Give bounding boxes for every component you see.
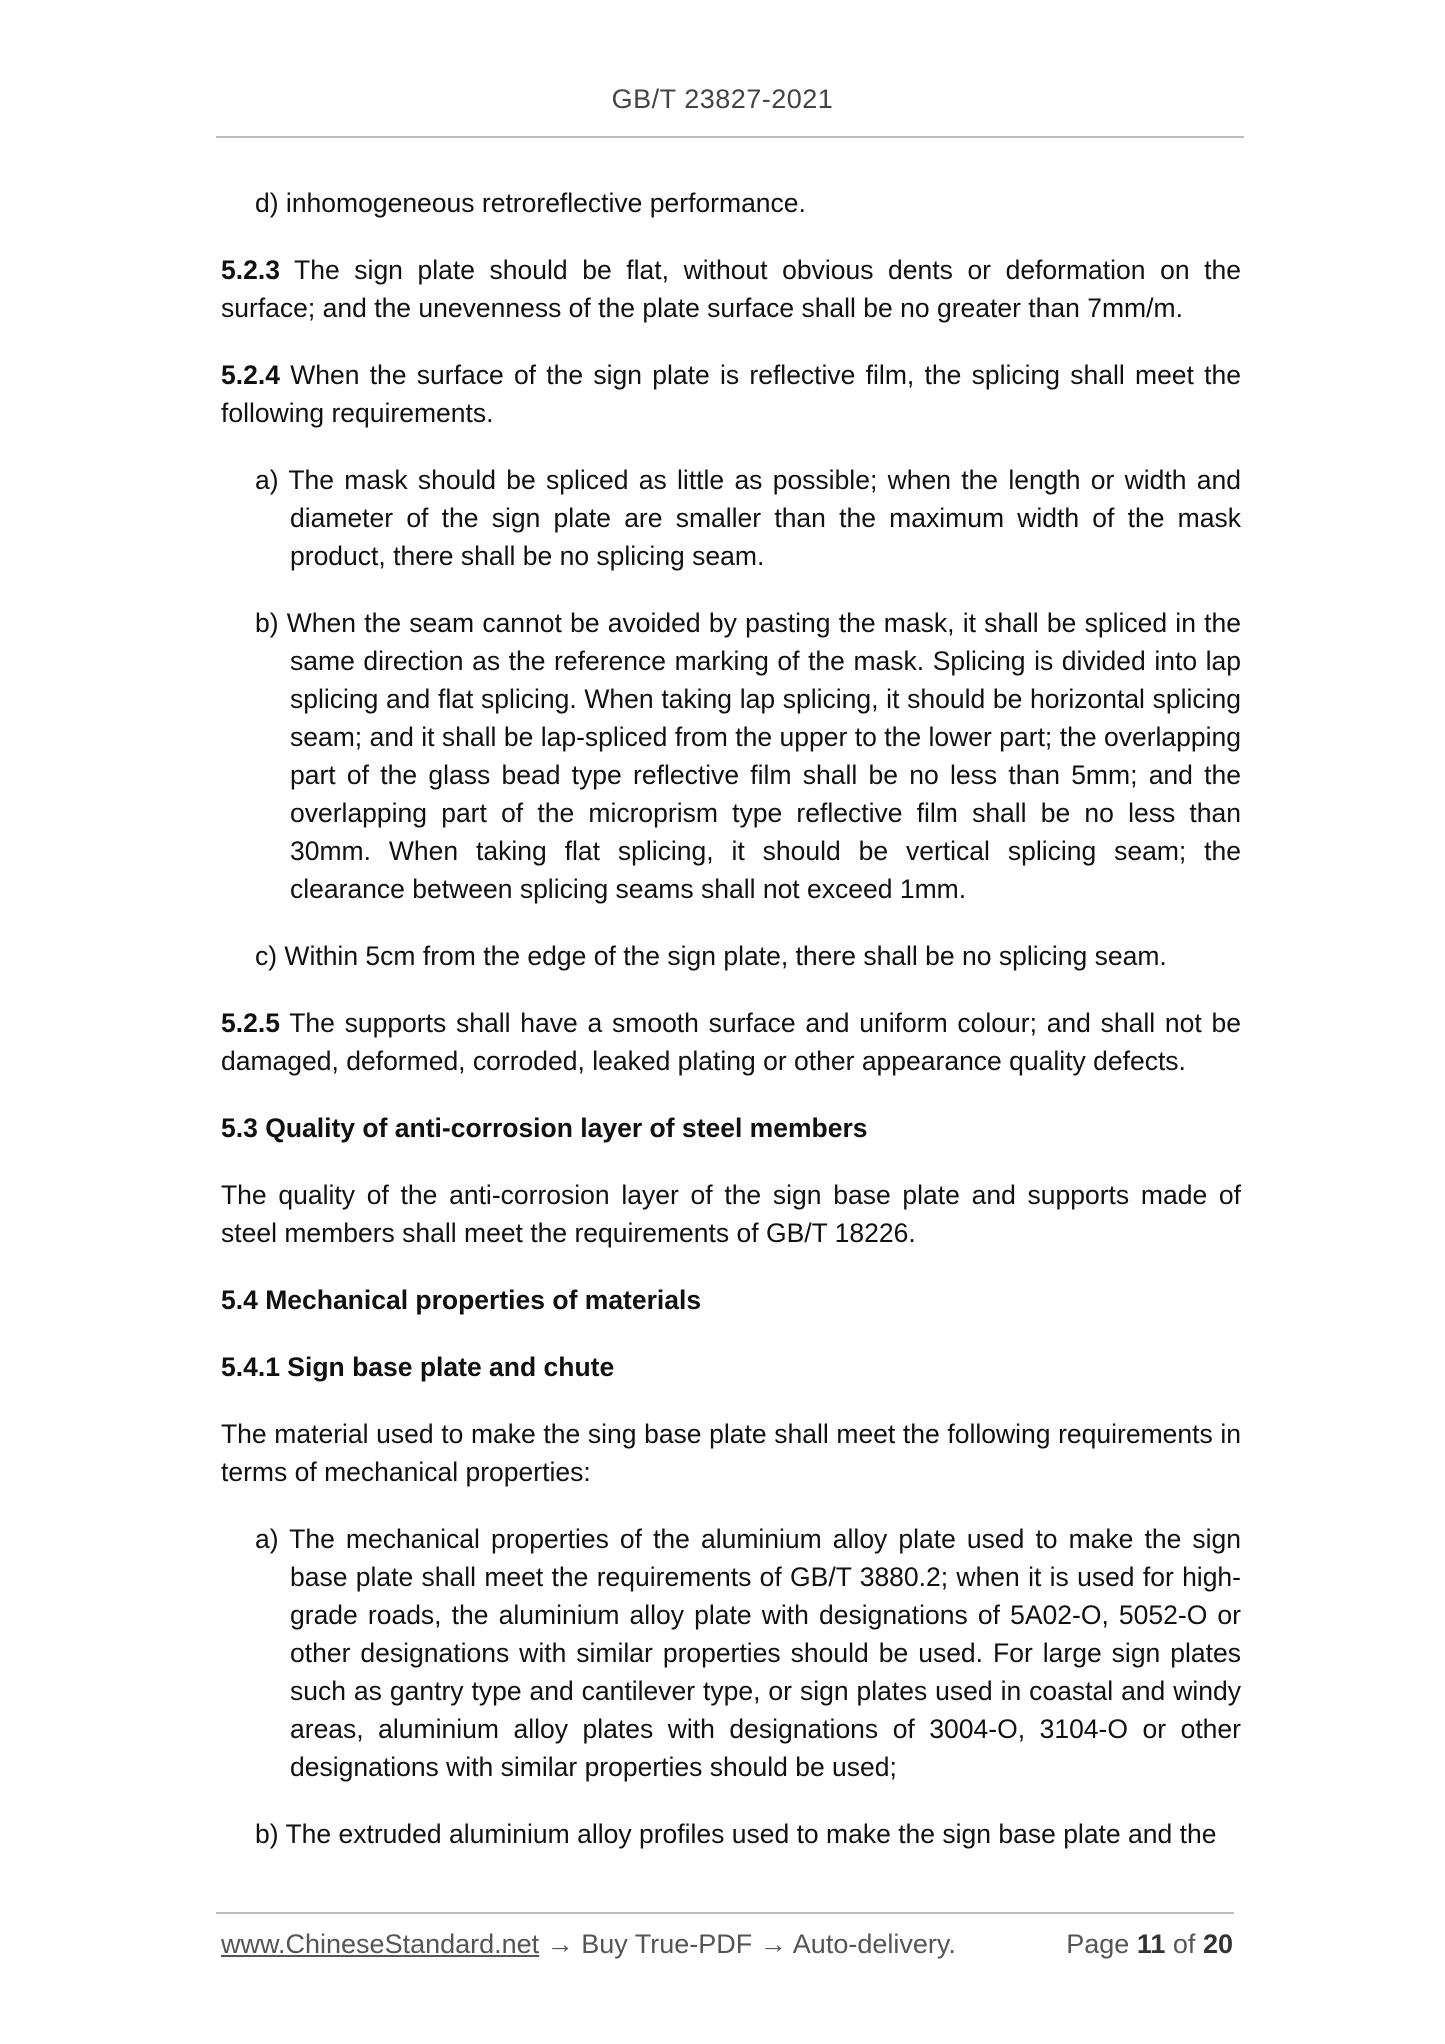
paragraph-base-plate-intro: The material used to make the sing base plate shall meet the following requirements in terms of mechanical properties:	[221, 1419, 1241, 1487]
clause-number: 5.2.3	[221, 255, 280, 285]
of-label: of	[1172, 1929, 1196, 1959]
paragraph-anti-corrosion: The quality of the anti-corrosion layer of the sign base plate and supports made of steel members shall meet the requirements of GB/T 18226.	[221, 1180, 1241, 1248]
list-item-d	[221, 184, 1241, 222]
clause-5-2-4	[221, 356, 1241, 432]
section-heading-5-3: 5.3 Quality of anti-corrosion layer of steel members	[221, 1113, 868, 1143]
clause-number: 5.2.5	[221, 1008, 280, 1038]
list-item-text: a) The mechanical properties of the aluminium alloy plate used to make the sign base plate shall meet the requirements of GB/T 3880.2; when it is used for high-grade roads, the aluminium alloy plate with designations of 5A02-O, 5052-O or other designations with similar properties should be used. For large sign plates such as gantry type and cantilever type, or sign plates used in coastal and windy areas, aluminium alloy plates with designations of 3004-O, 3104-O or other designations with similar properties should be used;	[255, 1524, 1241, 1782]
document-body	[221, 184, 1241, 1882]
list-item-b-extruded-profiles	[221, 1815, 1241, 1853]
page-label: Page	[1066, 1929, 1130, 1959]
document-code-header: GB/T 23827-2021	[611, 84, 834, 114]
buy-true-pdf-text: Buy True-PDF	[581, 1929, 753, 1959]
arrow-icon: →	[759, 1929, 787, 1959]
chinesestandard-link[interactable]: www.ChineseStandard.net	[221, 1929, 540, 1959]
list-item-a-aluminium-plate	[221, 1520, 1241, 1786]
clause-number: 5.2.4	[221, 360, 280, 390]
list-item-text: c) Within 5cm from the edge of the sign plate, there shall be no splicing seam.	[255, 941, 1167, 971]
footer-promo	[221, 1929, 956, 1960]
list-item-b	[221, 604, 1241, 908]
section-heading-5-4: 5.4 Mechanical properties of materials	[221, 1285, 702, 1315]
clause-5-2-3	[221, 251, 1241, 327]
clause-text: The supports shall have a smooth surface and uniform colour; and shall not be damaged, deformed, corroded, leaked plating or other appearance quality defects.	[221, 1008, 1241, 1076]
current-page: 11	[1136, 1929, 1166, 1959]
header-divider	[216, 136, 1244, 138]
list-item-text: b) The extruded aluminium alloy profiles used to make the sign base plate and the	[255, 1819, 1217, 1849]
footer-divider	[216, 1912, 1234, 1914]
clause-text: When the surface of the sign plate is reflective film, the splicing shall meet the following requirements.	[221, 360, 1241, 428]
list-item-a	[221, 461, 1241, 575]
list-item-text: b) When the seam cannot be avoided by pasting the mask, it shall be spliced in the same direction as the reference marking of the mask. Splicing is divided into lap splicing and flat splicing. When taking lap splicing, it should be horizontal splicing seam; and it shall be lap-spliced from the upper to the lower part; the overlapping part of the glass bead type reflective film shall be no less than 5mm; and the overlapping part of the microprism type reflective film shall be no less than 30mm. When taking flat splicing, it should be vertical splicing seam; the clearance between splicing seams shall not exceed 1mm.	[255, 608, 1241, 904]
page-number	[1066, 1929, 1233, 1960]
list-item-c	[221, 937, 1241, 975]
list-item-text: a) The mask should be spliced as little as possible; when the length or width and diameter of the sign plate are smaller than the maximum width of the mask product, there shall be no splicing seam.	[255, 465, 1241, 571]
arrow-icon: →	[546, 1929, 574, 1959]
auto-delivery-text: Auto-delivery.	[792, 1929, 956, 1959]
clause-text: The sign plate should be flat, without obvious dents or deformation on the surface; and the unevenness of the plate surface shall be no greater than 7mm/m.	[221, 255, 1241, 323]
total-pages: 20	[1202, 1929, 1233, 1959]
list-item-text: d) inhomogeneous retroreflective performance.	[255, 188, 806, 218]
clause-5-2-5	[221, 1004, 1241, 1080]
section-heading-5-4-1: 5.4.1 Sign base plate and chute	[221, 1352, 615, 1382]
